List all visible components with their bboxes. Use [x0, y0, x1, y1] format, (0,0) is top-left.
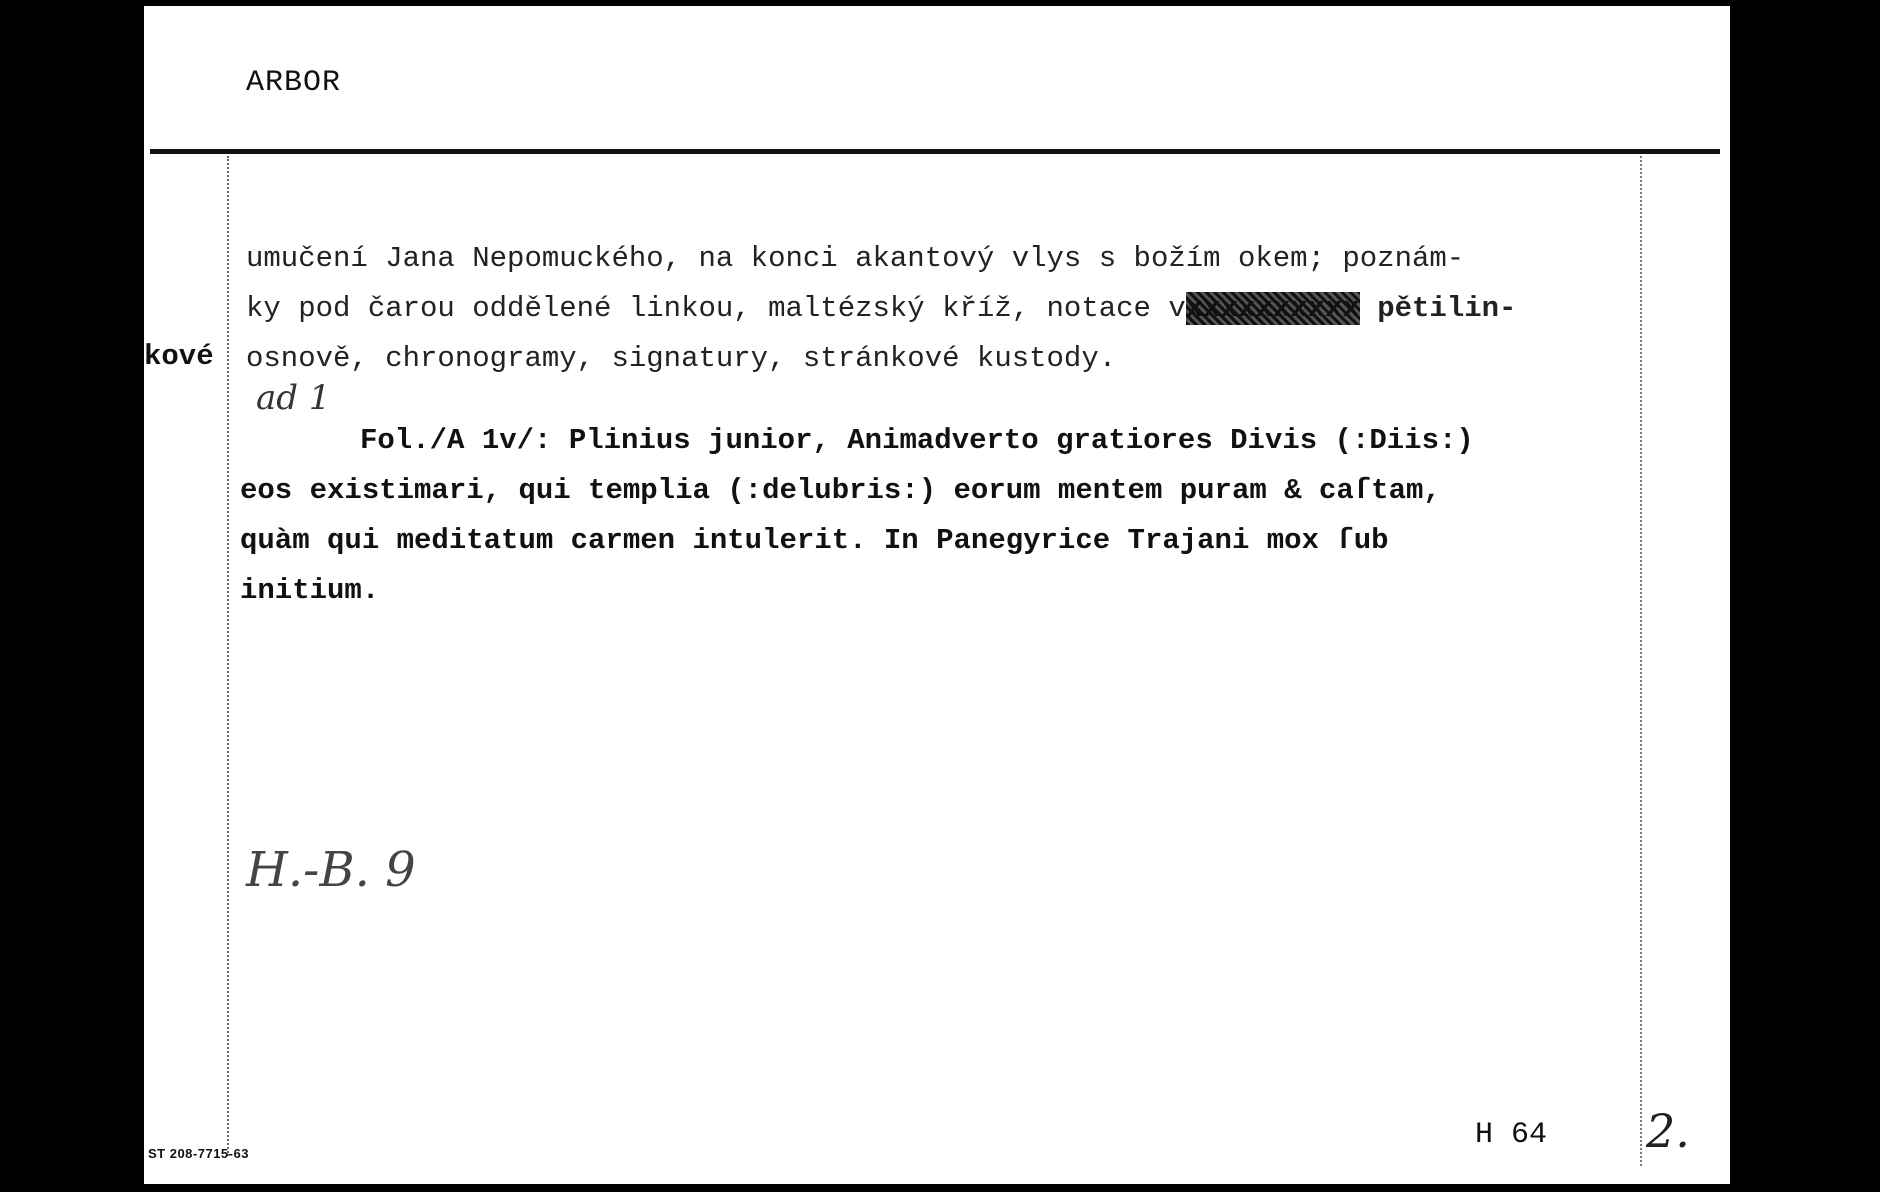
right-margin-line — [1640, 156, 1642, 1166]
struck-out-text: xxxxxxxxxx — [1185, 292, 1360, 325]
text-line-2 — [246, 292, 1516, 325]
text-line-4: Fol./A 1v/: Plinius junior, Animadverto gratiores Divis (:Diis:) — [360, 424, 1474, 457]
text-line-5: eos existimari, qui templia (:delubris:) eorum mentem puram & caſtam, — [240, 474, 1441, 507]
heading-rule — [150, 149, 1720, 154]
margin-word: kové — [144, 340, 214, 373]
text-line-3: osnově, chronogramy, signatury, stránkové kustody. — [246, 342, 1117, 375]
footer-call-number: H 64 — [1475, 1118, 1548, 1152]
footer-print-code: ST 208-7715-63 — [148, 1146, 249, 1161]
handwritten-shelfmark: H.-B. 9 — [246, 842, 416, 898]
catalog-card — [144, 6, 1730, 1184]
left-margin-line — [227, 156, 229, 1156]
footer-handwritten-number: 2. — [1646, 1104, 1690, 1158]
text-line-1: umučení Jana Nepomuckého, na konci akantový vlys s božím okem; poznám- — [246, 242, 1465, 275]
text-line-2-end: pětilin- — [1377, 292, 1517, 325]
text-line-7: initium. — [240, 574, 380, 607]
text-line-6: quàm qui meditatum carmen intulerit. In Panegyrice Trajani mox ſub — [240, 524, 1389, 557]
card-heading: ARBOR — [246, 66, 342, 100]
handwritten-note-ad: ad 1 — [256, 378, 331, 418]
text-line-2-main: ky pod čarou oddělené linkou, maltézský kříž, notace v — [246, 292, 1186, 325]
